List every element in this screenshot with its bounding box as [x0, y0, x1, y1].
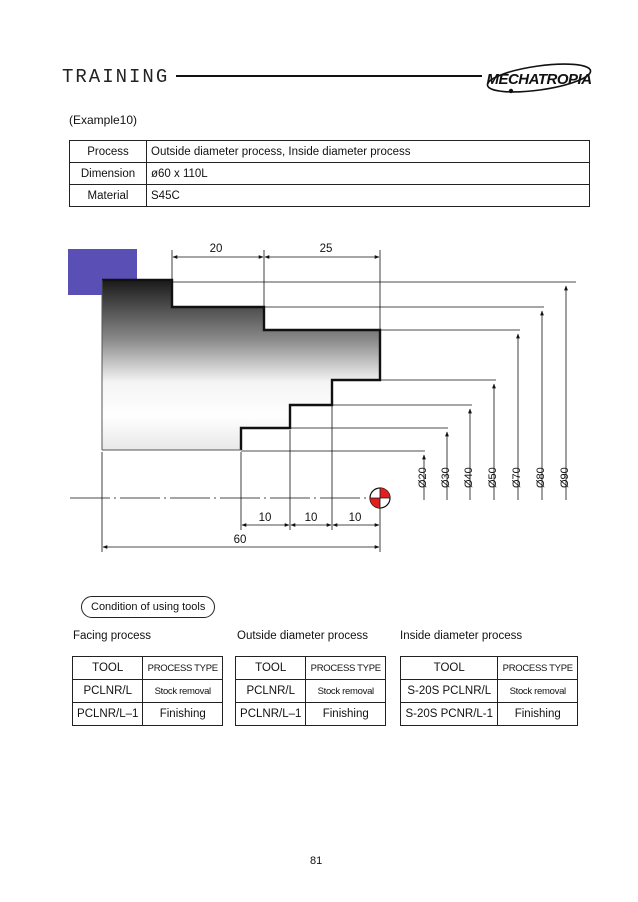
spec-key: Dimension — [70, 163, 147, 185]
diameter-label-20: Ø20 — [417, 467, 429, 488]
tool-header: TOOL — [401, 657, 498, 680]
process-type-cell: Finishing — [143, 703, 223, 726]
facing-process-label: Facing process — [73, 630, 151, 642]
outside-diameter-label: Outside diameter process — [237, 630, 369, 642]
tool-cell: PCLNR/L–1 — [236, 703, 306, 726]
spec-value: ø60 x 110L — [147, 163, 590, 185]
page-number: 81 — [310, 855, 323, 867]
example-label: (Example10) — [69, 113, 138, 127]
inside-tools-table — [400, 656, 578, 726]
inside-diameter-label: Inside diameter process — [400, 630, 523, 642]
dim-label-10b: 10 — [304, 512, 318, 524]
dim-label-25: 25 — [319, 243, 333, 255]
process-type-cell: Finishing — [498, 703, 578, 726]
tool-cell: PCLNR/L — [236, 680, 306, 703]
process-type-cell: Stock removal — [306, 680, 386, 703]
origin-marker — [370, 488, 390, 508]
diameter-label-40: Ø40 — [463, 467, 475, 488]
diameter-label-80: Ø80 — [535, 467, 547, 488]
process-type-header: PROCESS TYPE — [498, 657, 578, 680]
outside-tools-table — [235, 656, 386, 726]
spec-value: Outside diameter process, Inside diameter process — [147, 141, 590, 163]
tool-header: TOOL — [73, 657, 143, 680]
process-type-cell: Stock removal — [498, 680, 578, 703]
spec-key: Material — [70, 185, 147, 207]
process-type-header: PROCESS TYPE — [143, 657, 223, 680]
process-type-cell: Finishing — [306, 703, 386, 726]
diameter-label-90: Ø90 — [559, 467, 571, 488]
dim-label-20: 20 — [209, 243, 223, 255]
tool-cell: S-20S PCLNR/L — [401, 680, 498, 703]
tool-cell: PCLNR/L — [73, 680, 143, 703]
dim-label-10a: 10 — [258, 512, 272, 524]
process-type-cell: Stock removal — [143, 680, 223, 703]
diameter-label-30: Ø30 — [440, 467, 452, 488]
tool-cell: PCLNR/L–1 — [73, 703, 143, 726]
header-title: TRAINING — [62, 66, 170, 88]
spec-key: Process — [70, 141, 147, 163]
tool-header: TOOL — [236, 657, 306, 680]
conditions-label: Condition of using tools — [81, 596, 215, 618]
dim-label-10c: 10 — [348, 512, 362, 524]
diameter-label-70: Ø70 — [511, 467, 523, 488]
logo-text: MECHATROPIA — [486, 71, 592, 88]
diameter-label-50: Ø50 — [487, 467, 499, 488]
tool-cell: S-20S PCNR/L-1 — [401, 703, 498, 726]
process-type-header: PROCESS TYPE — [306, 657, 386, 680]
dim-label-60: 60 — [233, 534, 247, 546]
part-body — [102, 280, 380, 450]
spec-value: S45C — [147, 185, 590, 207]
facing-tools-table — [72, 656, 223, 726]
